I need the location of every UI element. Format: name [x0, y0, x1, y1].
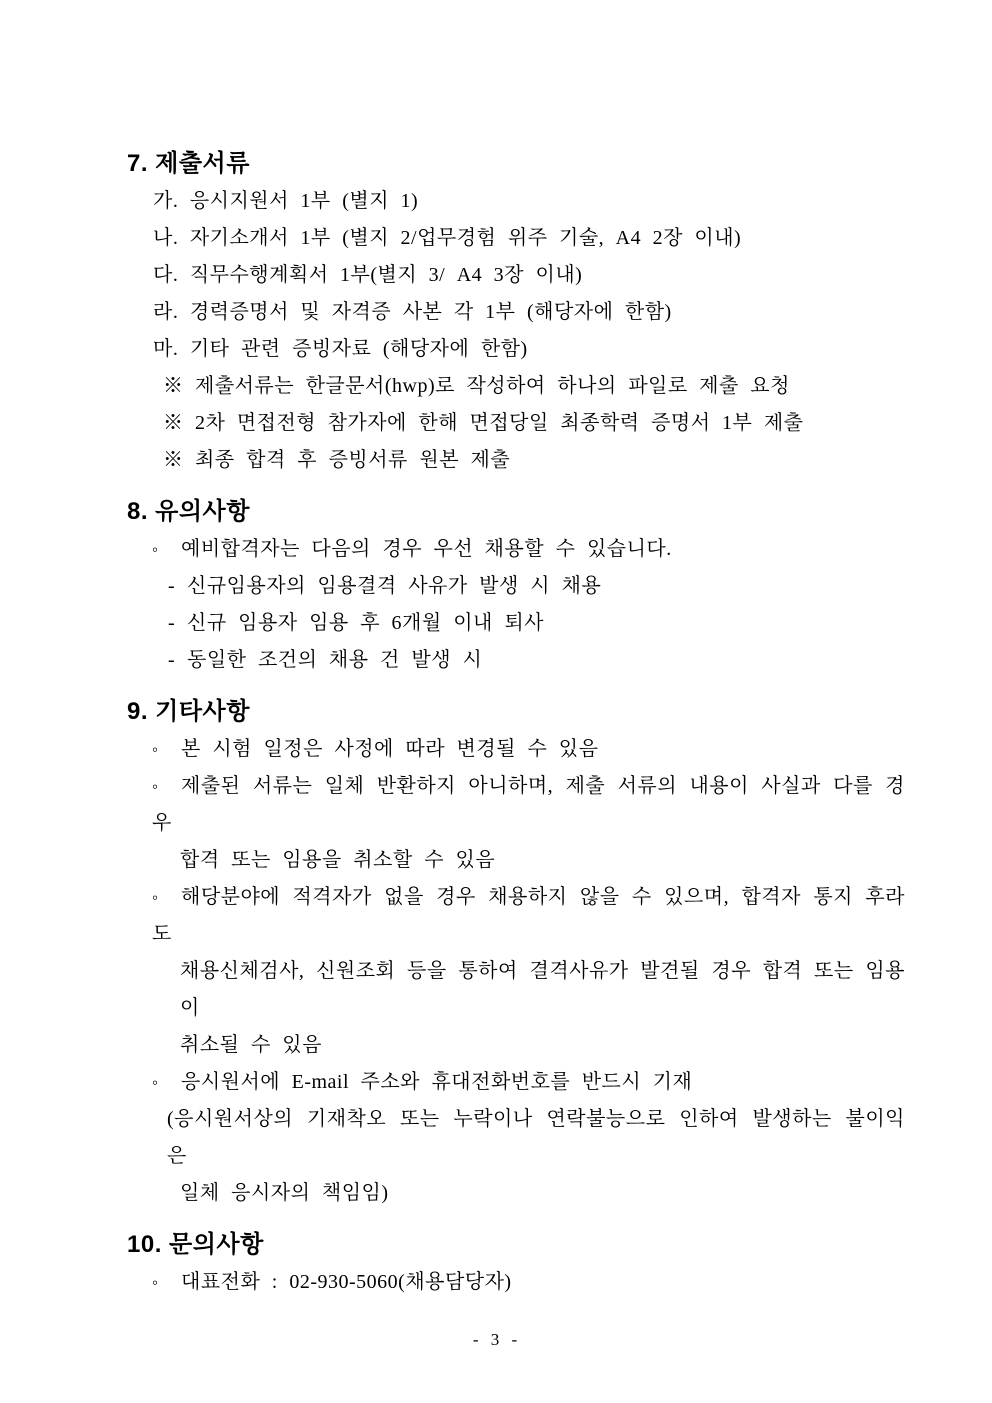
section-other-matters	[127, 693, 905, 1212]
document-line	[127, 605, 905, 642]
document-body	[127, 145, 905, 1301]
line-text: 해당분야에 적격자가 없을 경우 채용하지 않을 수 있으며, 합격자 통지 후라도	[152, 886, 905, 945]
line-text: 동일한 조건의 채용 건 발생 시	[187, 649, 483, 671]
document-line	[127, 1264, 905, 1301]
section-title: 9. 기타사항	[127, 698, 250, 725]
dash-bullet-icon: -	[168, 575, 176, 597]
section-title: 10. 문의사항	[127, 1231, 264, 1258]
circle-bullet-icon: ◦	[152, 540, 159, 559]
document-line: 다. 직무수행계획서 1부(별지 3/ A4 3장 이내)	[153, 264, 583, 286]
document-line: 채용신체검사, 신원조회 등을 통하여 결격사유가 발견될 경우 합격 또는 임용이	[180, 960, 905, 1019]
line-text: 대표전화 : 02-930-5060(채용담당자)	[181, 1271, 512, 1293]
dash-bullet-icon: -	[168, 612, 176, 634]
document-line: ※ 2차 면접전형 참가자에 한해 면접당일 최종학력 증명서 1부 제출	[163, 412, 804, 434]
document-line	[127, 531, 905, 568]
line-text: 본 시험 일정은 사정에 따라 변경될 수 있음	[181, 738, 599, 760]
dash-bullet-icon: -	[168, 649, 176, 671]
document-line	[127, 1064, 905, 1101]
section-title: 8. 유의사항	[127, 498, 250, 525]
line-text: 제출된 서류는 일체 반환하지 아니하며, 제출 서류의 내용이 사실과 다를 경우	[152, 775, 905, 834]
section-inquiries	[127, 1226, 905, 1301]
document-line: 라. 경력증명서 및 자격증 사본 각 1부 (해당자에 한함)	[153, 301, 672, 323]
circle-bullet-icon: ◦	[152, 740, 159, 759]
circle-bullet-icon: ◦	[152, 777, 159, 796]
line-text: 신규임용자의 임용결격 사유가 발생 시 채용	[187, 575, 602, 597]
document-line: 일체 응시자의 책임임)	[180, 1182, 389, 1204]
document-line: 취소될 수 있음	[180, 1034, 322, 1056]
page-number: - 3 -	[472, 1330, 520, 1349]
line-text: 응시원서에 E-mail 주소와 휴대전화번호를 반드시 기재	[181, 1071, 693, 1093]
document-line	[127, 642, 905, 679]
document-line: (응시원서상의 기재착오 또는 누락이나 연락불능으로 인하여 발생하는 불이익은	[167, 1108, 905, 1167]
document-line: 나. 자기소개서 1부 (별지 2/업무경험 위주 기술, A4 2장 이내)	[153, 227, 742, 249]
circle-bullet-icon: ◦	[152, 888, 159, 907]
section-submission-documents	[127, 145, 905, 479]
section-cautions	[127, 493, 905, 679]
circle-bullet-icon: ◦	[152, 1073, 159, 1092]
section-title: 7. 제출서류	[127, 150, 250, 177]
circle-bullet-icon: ◦	[152, 1273, 159, 1292]
document-line	[127, 768, 905, 842]
document-line: 가. 응시지원서 1부 (별지 1)	[153, 190, 419, 212]
line-text: 신규 임용자 임용 후 6개월 이내 퇴사	[187, 612, 544, 634]
document-line	[127, 879, 905, 953]
document-line: 마. 기타 관련 증빙자료 (해당자에 한함)	[153, 338, 528, 360]
line-text: 예비합격자는 다음의 경우 우선 채용할 수 있습니다.	[181, 538, 672, 560]
document-line: 합격 또는 임용을 취소할 수 있음	[180, 849, 496, 871]
document-line: ※ 제출서류는 한글문서(hwp)로 작성하여 하나의 파일로 제출 요청	[163, 375, 790, 397]
document-line	[127, 568, 905, 605]
document-line: ※ 최종 합격 후 증빙서류 원본 제출	[163, 449, 511, 471]
document-line	[127, 731, 905, 768]
